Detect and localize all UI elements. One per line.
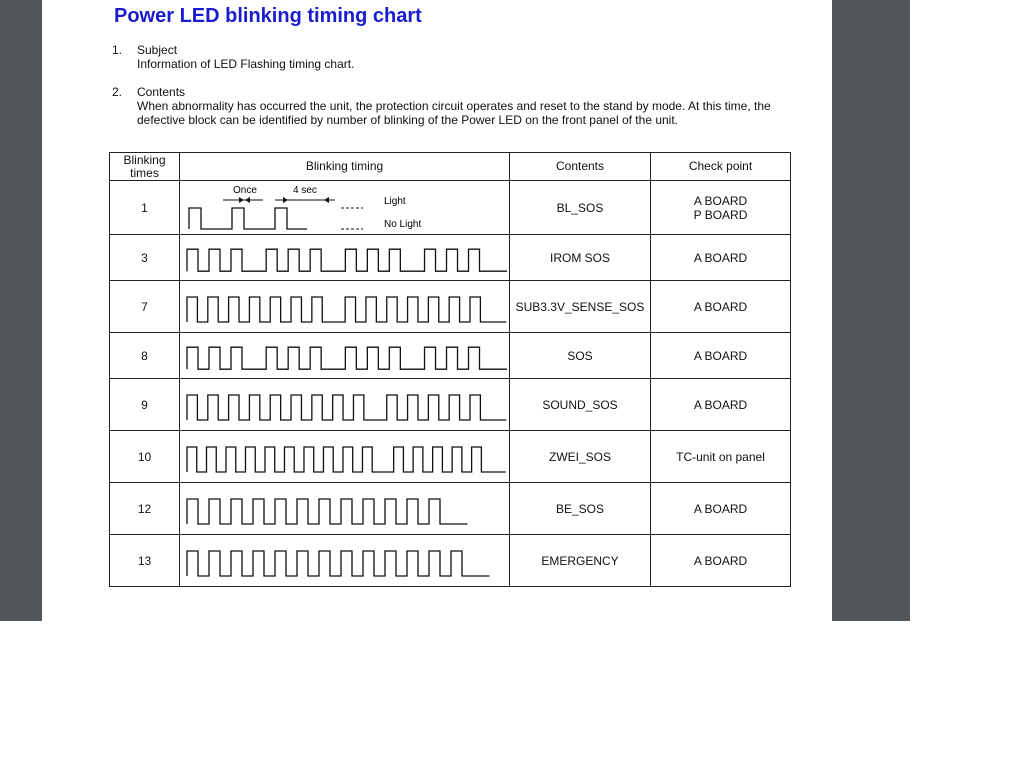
viewer-outside-area <box>910 0 1024 621</box>
cell-timing <box>180 235 510 281</box>
cell-contents: ZWEI_SOS <box>510 431 651 483</box>
check-point-line: P BOARD <box>693 207 748 222</box>
section-body: When abnormality has occurred the unit, the protection circuit operates and reset to the stand by mode. At this time, the defective block can be identified by number of blinking of the Power LED on the front panel of the unit. <box>137 99 771 127</box>
cell-timing <box>180 333 510 379</box>
cell-times: 12 <box>110 483 180 535</box>
cell-check-point: TC-unit on panel <box>651 431 791 483</box>
cell-timing <box>180 535 510 587</box>
table-header-row <box>110 153 791 181</box>
cell-check-point: A BOARD <box>651 235 791 281</box>
waveform-diagram <box>181 236 508 280</box>
waveform-line <box>187 297 506 322</box>
table-row <box>110 431 791 483</box>
waveform-line <box>187 395 506 420</box>
cell-timing <box>180 483 510 535</box>
waveform-diagram <box>181 282 508 332</box>
cell-check-point: A BOARD <box>651 281 791 333</box>
label-light: Light <box>384 195 406 207</box>
cell-check-point: A BOARD <box>651 483 791 535</box>
waveform-line <box>189 208 307 229</box>
cell-contents: SOUND_SOS <box>510 379 651 431</box>
cell-times: 10 <box>110 431 180 483</box>
waveform-line <box>187 551 490 576</box>
cell-timing <box>180 431 510 483</box>
section-body: Information of LED Flashing timing chart. <box>137 57 355 71</box>
waveform-diagram <box>181 380 508 430</box>
cell-contents: BL_SOS <box>510 181 651 235</box>
section-number: 1. <box>112 43 123 57</box>
cell-timing <box>180 379 510 431</box>
viewer-background-right <box>832 0 910 621</box>
waveform-line <box>187 249 507 271</box>
cell-times: 13 <box>110 535 180 587</box>
table-row <box>110 235 791 281</box>
check-point-line: A BOARD <box>693 193 748 208</box>
table-row <box>110 181 791 235</box>
viewer-background-left <box>0 0 42 621</box>
cell-contents: BE_SOS <box>510 483 651 535</box>
section-heading: Subject <box>137 43 178 57</box>
waveform-diagram <box>181 536 508 586</box>
waveform-diagram <box>181 432 508 482</box>
blinking-timing-table <box>109 152 791 587</box>
waveform-legend-diagram <box>181 182 508 234</box>
header-blinking-times: Blinking times <box>110 153 180 181</box>
waveform-diagram <box>181 484 508 534</box>
table-row <box>110 379 791 431</box>
section-number: 2. <box>112 85 123 99</box>
label-no-light: No Light <box>384 218 422 230</box>
label-interval: 4 sec <box>293 184 317 196</box>
cell-check-point: A BOARD <box>651 333 791 379</box>
cell-times: 8 <box>110 333 180 379</box>
cell-check-point: A BOARD <box>651 379 791 431</box>
cell-contents: SOS <box>510 333 651 379</box>
cell-check-point: A BOARD <box>651 535 791 587</box>
waveform-line <box>187 499 468 524</box>
cell-times: 1 <box>110 181 180 235</box>
waveform-line <box>187 347 507 369</box>
waveform-line <box>187 447 506 472</box>
waveform-diagram <box>181 334 508 378</box>
label-once: Once <box>233 184 257 196</box>
cell-timing <box>180 281 510 333</box>
table-row <box>110 281 791 333</box>
document-page <box>42 0 832 621</box>
section-heading: Contents <box>137 85 186 99</box>
cell-times: 9 <box>110 379 180 431</box>
header-contents: Contents <box>510 153 651 181</box>
header-check-point: Check point <box>651 153 791 181</box>
header-blinking-timing: Blinking timing <box>180 153 510 181</box>
table-row <box>110 483 791 535</box>
cell-times: 3 <box>110 235 180 281</box>
cell-contents: SUB3.3V_SENSE_SOS <box>510 281 651 333</box>
table-row <box>110 535 791 587</box>
cell-times: 7 <box>110 281 180 333</box>
cell-timing <box>180 181 510 235</box>
table-row <box>110 333 791 379</box>
page-title: Power LED blinking timing chart <box>114 5 422 27</box>
cell-check-point <box>651 181 791 235</box>
cell-contents: EMERGENCY <box>510 535 651 587</box>
cell-contents: IROM SOS <box>510 235 651 281</box>
